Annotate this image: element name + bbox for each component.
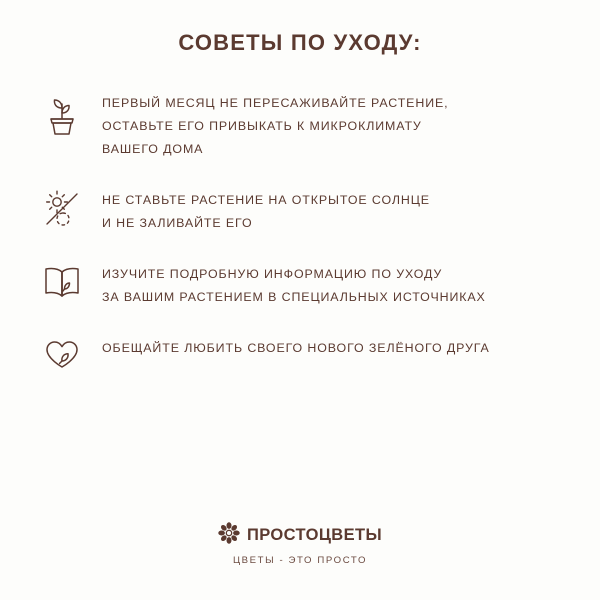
open-book-icon [40,261,84,309]
list-item-text [102,335,490,360]
text-line: ВАШЕГО ДОМА [102,141,204,156]
text-line: ПЕРВЫЙ МЕСЯЦ НЕ ПЕРЕСАЖИВАЙТЕ РАСТЕНИЕ, [102,96,449,110]
text-line: ОБЕЩАЙТЕ ЛЮБИТЬ СВОЕГО НОВОГО ЗЕЛЁНОГО ДРУГА [102,340,490,355]
text-line: ЗА ВАШИМ РАСТЕНИЕМ В СПЕЦИАЛЬНЫХ ИСТОЧНИКАХ [102,289,486,304]
list-item [40,335,566,383]
list-item [40,187,566,235]
list-item [40,261,566,309]
list-item [40,90,566,161]
potted-plant-icon [40,90,84,138]
spacer [0,383,600,522]
list-item-text [102,90,449,161]
list-item-text [102,261,486,309]
heart-leaf-icon [40,335,84,383]
page-title: СОВЕТЫ ПО УХОДУ: [178,30,422,55]
text-line: НЕ СТАВЬТЕ РАСТЕНИЕ НА ОТКРЫТОЕ СОЛНЦЕ [102,192,430,207]
flower-icon [218,522,240,549]
text-line: ИЗУЧИТЕ ПОДРОБНУЮ ИНФОРМАЦИЮ ПО УХОДУ [102,266,443,281]
no-sun-icon [40,187,84,235]
brand-name: ПРОСТОЦВЕТЫ [246,526,383,544]
list-item-text [102,187,430,235]
text-line: И НЕ ЗАЛИВАЙТЕ ЕГО [102,215,253,230]
brand-tagline: ЦВЕТЫ - ЭТО ПРОСТО [232,555,368,566]
footer [0,522,600,566]
text-line: ОСТАВЬТЕ ЕГО ПРИВЫКАТЬ К МИКРОКЛИМАТУ [102,118,422,133]
brand-row [218,522,382,549]
tips-list [0,90,600,383]
